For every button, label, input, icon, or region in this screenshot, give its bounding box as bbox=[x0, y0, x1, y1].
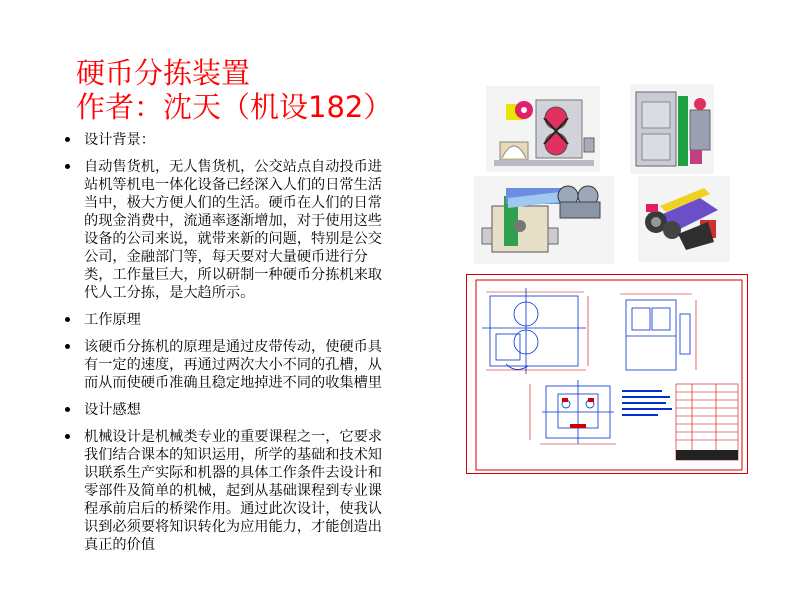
bullet-item bbox=[62, 428, 390, 554]
title-line-2: 作者：沈天（机设182） bbox=[76, 90, 393, 124]
bullet-text: 该硬币分拣机的原理是通过皮带传动，使硬币具有一定的速度，再通过两次大小不同的孔槽，从而从而使硬币准确且稳定地掉进不同的收集槽里 bbox=[84, 339, 382, 391]
bullet-item bbox=[62, 131, 390, 149]
model-isometric-view-image bbox=[638, 176, 730, 262]
bullet-dot-icon bbox=[65, 164, 70, 169]
bullet-text: 自动售货机，无人售货机，公交站点自动投币进站机等机电一体化设备已经深入人们的日常生活当中，极大方便人们的生活。硬币在人们的日常的现金消费中，流通率逐渐增加，对于使用这些设备的公司来说，就带来新的问题，特别是公交公司，金融部门等，每天要对大量硬币进行分类，工作量巨大，所以研制一种硬币分拣机来取代人工分拣，是大趋所示。 bbox=[84, 159, 382, 301]
bullet-text: 设计感想 bbox=[84, 402, 141, 418]
cad-drawing-sheet-icon bbox=[466, 274, 748, 474]
bullet-text: 设计背景： bbox=[84, 132, 155, 148]
slide-title bbox=[76, 56, 392, 124]
model-top-view-image bbox=[474, 176, 614, 264]
bullet-dot-icon bbox=[65, 317, 70, 322]
bullet-item bbox=[62, 311, 390, 329]
bullet-text: 机械设计是机械类专业的重要课程之一，它要求我们结合课本的知识运用，所学的基础和技术知识联系生产实际和机器的具体工作条件去设计和零部件及简单的机械，起到从基础课程到专业课程承前启后的桥梁作用。通过此次设计，使我认识到必须要将知识转化为应用能力，才能创造出真正的价值 bbox=[84, 429, 382, 553]
cad-model-top-icon bbox=[474, 176, 614, 264]
bullet-dot-icon bbox=[65, 407, 70, 412]
cad-model-side-icon bbox=[630, 84, 714, 174]
bullet-list bbox=[62, 131, 390, 563]
assembly-drawing-image bbox=[466, 274, 748, 474]
bullet-item bbox=[62, 338, 390, 392]
title-line-1: 硬币分拣装置 bbox=[76, 56, 251, 90]
model-side-view-image bbox=[630, 84, 714, 174]
model-front-view-image bbox=[486, 86, 600, 172]
cad-model-front-icon bbox=[486, 86, 600, 172]
bullet-dot-icon bbox=[65, 434, 70, 439]
bullet-text: 工作原理 bbox=[84, 312, 141, 328]
bullet-item bbox=[62, 158, 390, 302]
bullet-dot-icon bbox=[65, 344, 70, 349]
bullet-dot-icon bbox=[65, 137, 70, 142]
cad-model-iso-icon bbox=[638, 176, 730, 262]
bullet-item bbox=[62, 401, 390, 419]
